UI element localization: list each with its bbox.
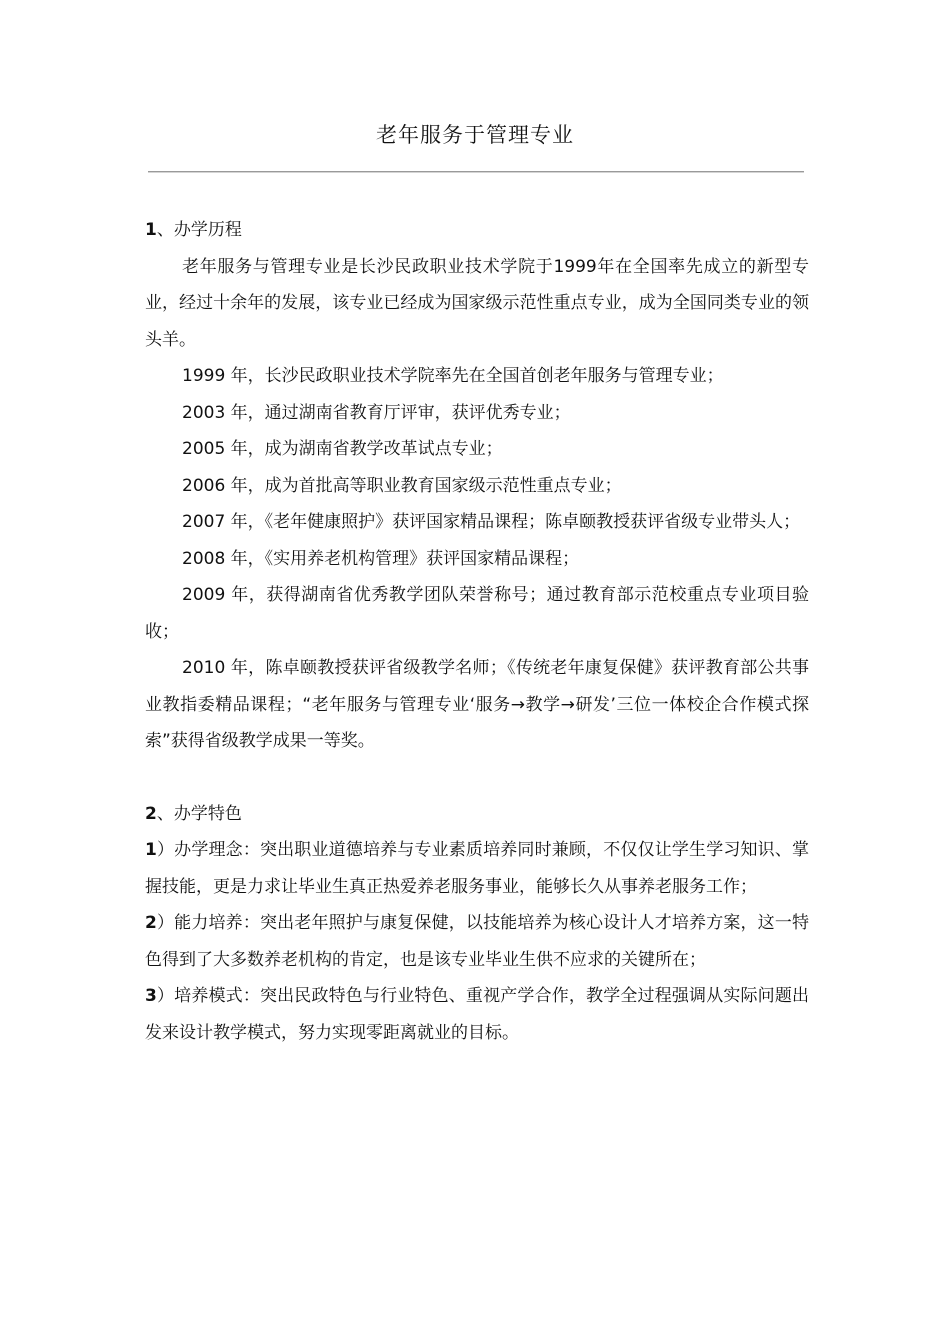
- item-number: 3: [145, 986, 157, 1006]
- milestone-2006: 2006 年，成为首批高等职业教育国家级示范性重点专业；: [182, 475, 622, 496]
- page-title: 老年服务于管理专业: [376, 123, 574, 147]
- section-number: 2: [145, 803, 157, 824]
- milestone-2007: 2007 年，《老年健康照护》获评国家精品课程；陈卓颐教授获评省级专业带头人；: [182, 512, 801, 532]
- feature-ability-training: [145, 905, 809, 978]
- item-text: ）办学理念：突出职业道德培养与专业素质培养同时兼顾，不仅仅让学生学习知识、掌握技能，更是力求让毕业生真正热爱养老服务事业，能够长久从事养老服务工作；: [145, 840, 809, 897]
- section-title: 、办学历程: [156, 220, 242, 240]
- item-text: ）能力培养：突出老年照护与康复保健，以技能培养为核心设计人才培养方案，这一特色得到了大多数养老机构的肯定，也是该专业毕业生供不应求的关键所在；: [145, 913, 809, 970]
- title-divider: [148, 171, 804, 173]
- feature-training-mode: [145, 978, 809, 1051]
- milestone-2005: 2005 年，成为湖南省教学改革试点专业；: [182, 439, 503, 459]
- history-intro: 老年服务与管理专业是长沙民政职业技术学院于1999年在全国率先成立的新型专业，经过十余年的发展，该专业已经成为国家级示范性重点专业，成为全国同类专业的领头羊。: [145, 256, 809, 350]
- section-title: 、办学特色: [156, 803, 242, 824]
- document-body: [145, 212, 809, 1051]
- section-number: 1: [145, 220, 157, 240]
- milestone-2003: 2003 年，通过湖南省教育厅评审，获评优秀专业；: [182, 402, 571, 423]
- milestone-2010: 2010 年，陈卓颐教授获评省级教学名师；《传统老年康复保健》获评教育部公共事业教指委精品课程；“老年服务与管理专业‘服务→教学→研发’三位一体校企合作模式探索”获得省级教学成果一等奖。: [145, 658, 809, 751]
- milestone-1999: 1999 年，长沙民政职业技术学院率先在全国首创老年服务与管理专业；: [182, 366, 724, 386]
- section-heading-history: [145, 212, 809, 249]
- item-number: 2: [145, 913, 157, 933]
- milestone-2008: 2008 年，《实用养老机构管理》获评国家精品课程；: [182, 548, 580, 569]
- section-spacer: [145, 760, 809, 796]
- item-number: 1: [145, 840, 157, 860]
- feature-philosophy: [145, 832, 809, 905]
- section-heading-features: [145, 796, 809, 833]
- milestone-2009: 2009 年，获得湖南省优秀教学团队荣誉称号；通过教育部示范校重点专业项目验收；: [145, 585, 809, 642]
- item-text: ）培养模式：突出民政特色与行业特色、重视产学合作，教学全过程强调从实际问题出发来设计教学模式，努力实现零距离就业的目标。: [145, 986, 809, 1043]
